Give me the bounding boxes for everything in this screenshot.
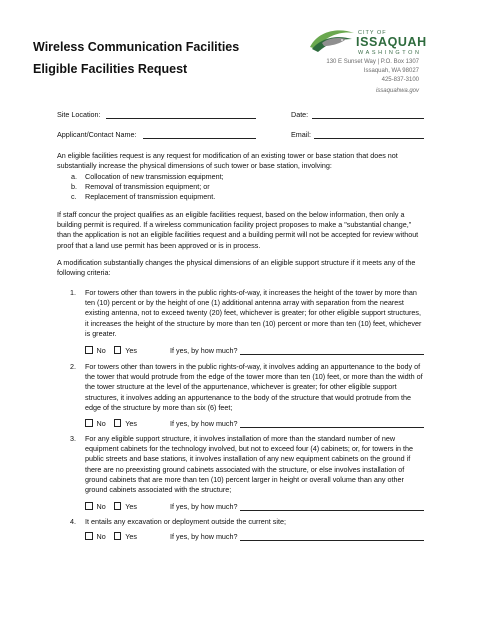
site-location-label: Site Location: xyxy=(57,110,101,119)
if-yes-field[interactable] xyxy=(240,354,424,355)
address-city: Issaquah, WA 98027 xyxy=(363,68,419,74)
yes-option[interactable] xyxy=(114,502,137,511)
no-option[interactable] xyxy=(85,502,106,511)
if-yes-label: If yes, by how much? xyxy=(170,419,238,428)
yes-option[interactable] xyxy=(114,346,137,355)
no-label: No xyxy=(96,502,106,511)
criterion-2 xyxy=(70,362,424,413)
city-logo xyxy=(308,25,356,55)
answer-row-4 xyxy=(85,532,425,542)
site-location-field[interactable] xyxy=(106,118,256,119)
if-yes-field[interactable] xyxy=(240,540,424,541)
intro-item-letter: a. xyxy=(71,172,77,181)
intro-paragraph: An eligible facilities request is any request for modification of an existing tower or base station that does not substantially increase the physical dimensions of such tower or base station, involving: xyxy=(57,151,398,171)
yes-checkbox[interactable] xyxy=(114,346,122,354)
no-option[interactable] xyxy=(85,419,106,428)
intro-item-text: Collocation of new transmission equipment; xyxy=(85,172,224,181)
intro-item-text: Replacement of transmission equipment. xyxy=(85,192,216,201)
applicant-label: Applicant/Contact Name: xyxy=(57,130,137,139)
intro-item-text: Removal of transmission equipment; or xyxy=(85,182,210,191)
no-label: No xyxy=(96,346,106,355)
yes-label: Yes xyxy=(125,346,137,355)
yes-label: Yes xyxy=(125,532,137,541)
criterion-number: 1. xyxy=(70,288,76,297)
no-option[interactable] xyxy=(85,532,106,541)
answer-row-3 xyxy=(85,502,425,512)
if-yes-label: If yes, by how much? xyxy=(170,346,238,355)
yes-option[interactable] xyxy=(114,532,137,541)
criterion-text: For towers other than towers in the public rights-of-way, it involves adding an appurtenance to the body of the tower that would protrude from the edge of the tower more than ten (10) feet, or more than the width of the tower structure at the level of the appurtenance, whichever is greater; for other eligible support structures, it involves adding an appurtenance to the body of the structure that would protrude from the edge of the structure by more than six (6) feet; xyxy=(85,362,423,412)
if-yes-label: If yes, by how much? xyxy=(170,532,238,541)
no-checkbox[interactable] xyxy=(85,502,93,510)
intro-item-c xyxy=(57,192,387,202)
criterion-text: For towers other than towers in the public rights-of-way, it increases the height of the tower by more than ten (10) percent or by the height of one (1) additional antenna array with separation from the nearest existing antenna, not to exceed twenty (20) feet, whichever is greater; for other eligible support structures, it increases the height of the structure by more than ten (10) percent or more than ten (10) feet, whichever is greater. xyxy=(85,288,422,338)
email-field[interactable] xyxy=(314,138,424,139)
staff-paragraph: If staff concur the project qualifies as an eligible facilities request, based on the below information, then only a building permit is required. If a wireless communication facility project proposes to make a "substantial change," than the application is not an eligible facilities request and a building permit will not be accepted for review without proof that a land use permit has been approved or is in process. xyxy=(57,210,419,250)
criterion-number: 4. xyxy=(70,517,76,526)
intro-item-a xyxy=(57,172,387,182)
date-field[interactable] xyxy=(312,118,424,119)
email-label: Email: xyxy=(291,130,311,139)
form-title-line1: Wireless Communication Facilities xyxy=(33,40,240,54)
yes-checkbox[interactable] xyxy=(114,532,122,540)
no-option[interactable] xyxy=(85,346,106,355)
address-street: 130 E Sunset Way | P.O. Box 1307 xyxy=(326,59,419,65)
intro-item-letter: b. xyxy=(71,182,77,191)
criterion-4 xyxy=(70,517,424,527)
no-label: No xyxy=(96,532,106,541)
criterion-number: 3. xyxy=(70,434,76,443)
criterion-text: It entails any excavation or deployment outside the current site; xyxy=(85,517,286,526)
intro-item-letter: c. xyxy=(71,192,77,201)
answer-row-2 xyxy=(85,419,425,429)
criterion-text: For any eligible support structure, it involves installation of more than the standard number of new equipment cabinets for the technology involved, but not to exceed four (4) cabinets; or, for towers in the public streets and base stations, it involves installation of any new equipment cabinets on the ground if there are no preexisting ground cabinets associated with the structure, or else involves installation of ground cabinets that are more than ten (10) percent larger in height or overall volume than any other ground cabinets associated with the structure; xyxy=(85,434,414,495)
if-yes-label: If yes, by how much? xyxy=(170,502,238,511)
criterion-3 xyxy=(70,434,424,495)
logo-city-of: CITY OF xyxy=(358,30,387,36)
criterion-1 xyxy=(70,288,424,339)
intro-item-b xyxy=(57,182,387,192)
applicant-field[interactable] xyxy=(143,138,256,139)
yes-checkbox[interactable] xyxy=(114,502,122,510)
no-checkbox[interactable] xyxy=(85,532,93,540)
yes-checkbox[interactable] xyxy=(114,419,122,427)
no-label: No xyxy=(96,419,106,428)
address-phone: 425-837-3100 xyxy=(381,77,419,83)
no-checkbox[interactable] xyxy=(85,419,93,427)
form-title-line2: Eligible Facilities Request xyxy=(33,62,188,76)
criteria-intro: A modification substantially changes the physical dimensions of an eligible support structure if it meets any of the following criteria: xyxy=(57,258,416,278)
if-yes-field[interactable] xyxy=(240,427,424,428)
if-yes-field[interactable] xyxy=(240,510,424,511)
address-website[interactable]: issaquahwa.gov xyxy=(375,88,419,94)
salmon-icon xyxy=(308,25,356,55)
date-label: Date: xyxy=(291,110,309,119)
logo-city-name: ISSAQUAH xyxy=(356,35,427,49)
answer-row-1 xyxy=(85,346,425,356)
yes-label: Yes xyxy=(125,502,137,511)
yes-label: Yes xyxy=(125,419,137,428)
logo-state: WASHINGTON xyxy=(358,50,422,56)
criterion-number: 2. xyxy=(70,362,76,371)
yes-option[interactable] xyxy=(114,419,137,428)
no-checkbox[interactable] xyxy=(85,346,93,354)
